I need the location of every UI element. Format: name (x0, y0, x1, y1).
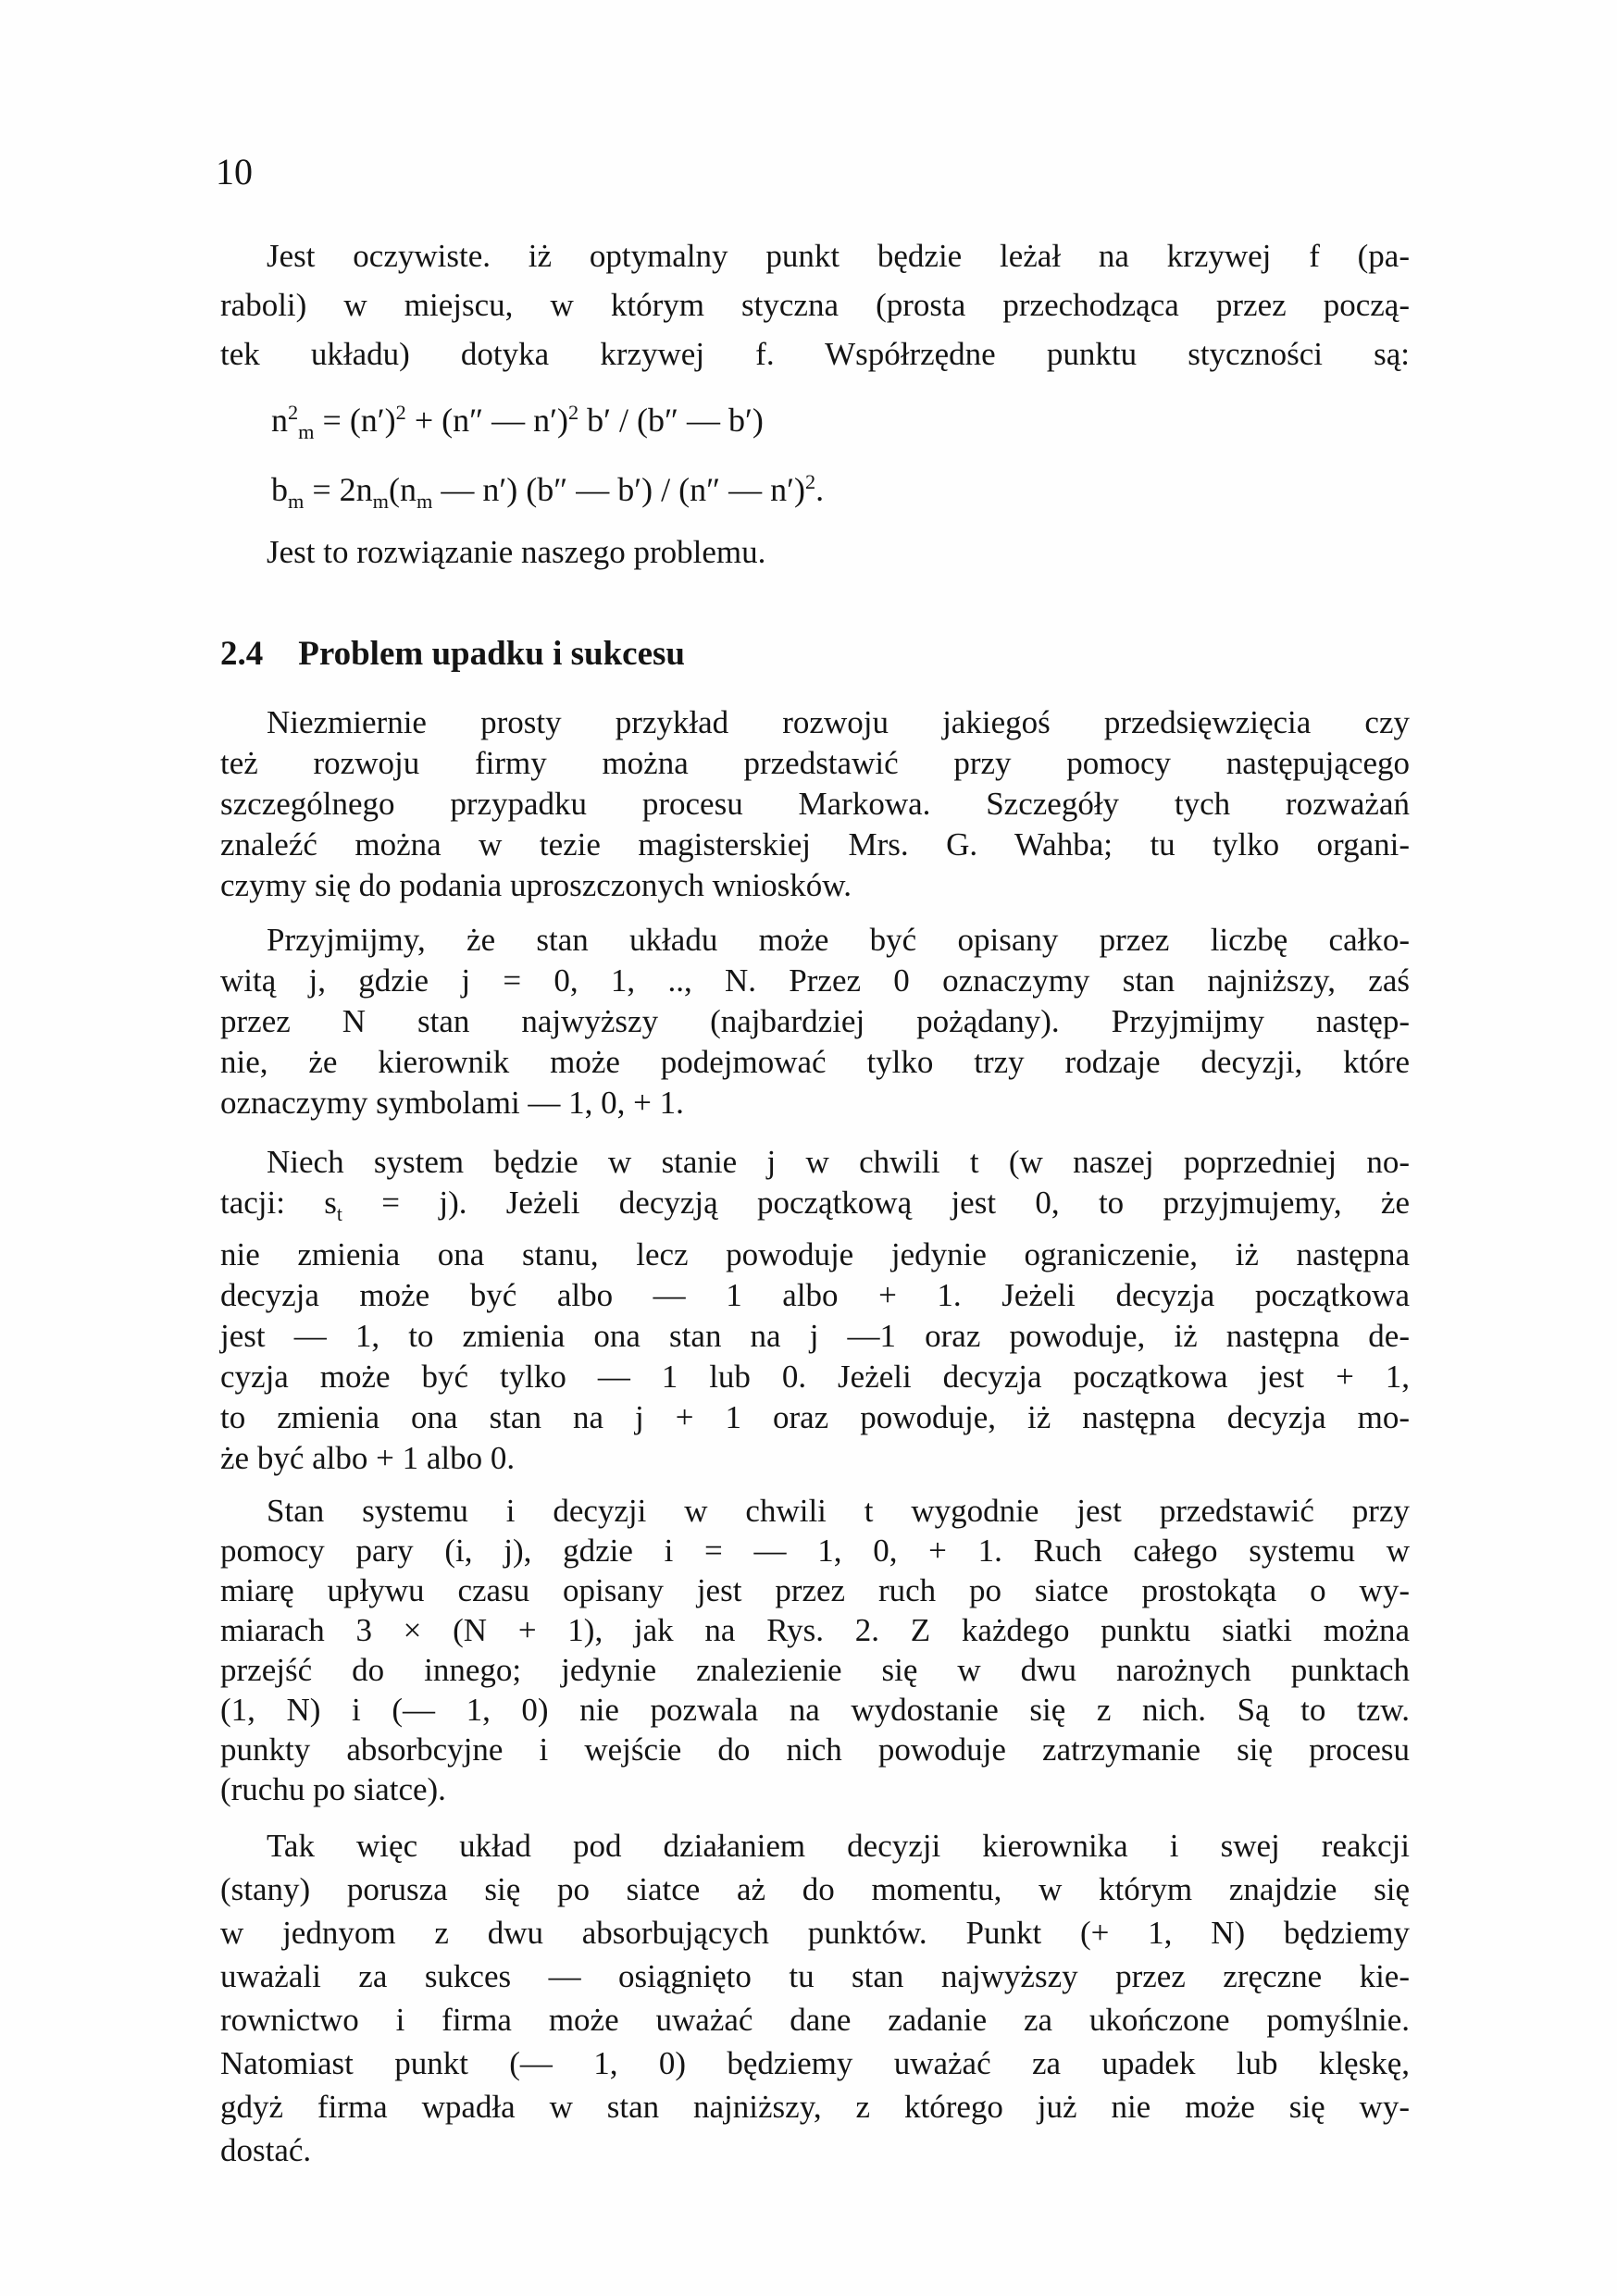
paragraph-solution-note (220, 528, 1410, 577)
text-line: Natomiast punkt (— 1, 0) będziemy uważać za upadek lub klęskę, (220, 2045, 1410, 2082)
text-line: Jest oczywiste. iż optymalny punkt będzie leżał na krzywej f (pa- (267, 238, 1410, 274)
formula-block (220, 388, 1410, 527)
text-line: przejść do innego; jedynie znalezienie się w dwu narożnych punktach (220, 1652, 1410, 1689)
text-line: Przyjmijmy, że stan układu może być opisany przez liczbę całko- (267, 922, 1410, 959)
paragraph-grid (220, 1491, 1410, 1809)
text-line: też rozwoju firmy można przedstawić przy pomocy następującego (220, 745, 1410, 782)
text-line: znaleźć można w tezie magisterskiej Mrs. G. Wahba; tu tylko organi- (220, 826, 1410, 863)
text-line: nie zmienia ona stanu, lecz powoduje jedynie ograniczenie, iż następna (220, 1236, 1410, 1273)
text-line: miarę upływu czasu opisany jest przez ruch po siatce prostokąta o wy- (220, 1572, 1410, 1609)
page-number: 10 (216, 151, 253, 192)
paragraph-markov-example (220, 702, 1410, 906)
text-line: uważali za sukces — osiągnięto tu stan najwyższy przez zręczne kie- (220, 1958, 1410, 1995)
text-column (220, 0, 1410, 2172)
text-line: raboli) w miejscu, w którym styczna (prosta przechodząca przez począ- (220, 287, 1410, 323)
text-line: (stany) porusza się po siatce aż do momentu, w którym znajdzie się (220, 1871, 1410, 1908)
text-line: nie, że kierownik może podejmować tylko trzy rodzaje decyzji, które (220, 1044, 1410, 1081)
text-line: (ruchu po siatce). (220, 1771, 446, 1808)
text-line: cyzja może być tylko — 1 lub 0. Jeżeli decyzja początkowa jest + 1, (220, 1359, 1410, 1396)
text-line: miarach 3 × (N + 1), jak na Rys. 2. Z każdego punktu siatki można (220, 1612, 1410, 1649)
text-line: tek układu) dotyka krzywej f. Współrzędne punktu styczności są: (220, 336, 1410, 372)
text-line: jest — 1, to zmienia ona stan na j —1 oraz powoduje, iż następna de- (220, 1318, 1410, 1355)
paragraph-intro (220, 231, 1410, 379)
text-line: Jest to rozwiązanie naszego problemu. (267, 534, 766, 571)
text-line: witą j, gdzie j = 0, 1, .., N. Przez 0 oznaczymy stan najniższy, zaś (220, 962, 1410, 999)
text-line: że być albo + 1 albo 0. (220, 1440, 516, 1477)
text-line: to zmienia ona stan na j + 1 oraz powoduje, iż następna decyzja mo- (220, 1399, 1410, 1436)
section-title: Problem upadku i sukcesu (298, 635, 685, 674)
paragraph-success-failure (220, 1824, 1410, 2172)
text-line: dostać. (220, 2132, 312, 2169)
text-line: pomocy pary (i, j), gdzie i = — 1, 0, + 1. Ruch całego systemu w (220, 1533, 1410, 1570)
text-line: w jednyom z dwu absorbujących punktów. Punkt (+ 1, N) będziemy (220, 1915, 1410, 1952)
text-line: przez N stan najwyższy (najbardziej pożądany). Przyjmijmy następ- (220, 1003, 1410, 1040)
paragraph-states (220, 920, 1410, 1123)
paragraph-decisions (220, 1142, 1410, 1479)
text-line: punkty absorbcyjne i wejście do nich powoduje zatrzymanie się procesu (220, 1731, 1410, 1769)
text-line: $n^2_m = (n')^2 + (n''$ — n′)$^2$ b′ / (b″ — b′) (271, 401, 764, 444)
text-line: Niech system będzie w stanie j w chwili t (w naszej poprzedniej no- (267, 1144, 1410, 1181)
text-line: Niezmiernie prosty przykład rozwoju jakiegoś przedsięwzięcia czy (267, 704, 1410, 741)
text-line: rownictwo i firma może uważać dane zadanie za ukończone pomyślnie. (220, 2002, 1410, 2039)
text-line: szczególnego przypadku procesu Markowa. Szczegóły tych rozważań (220, 786, 1410, 823)
text-line: Stan systemu i decyzji w chwili t wygodnie jest przedstawić przy (267, 1493, 1410, 1530)
section-number: 2.4 (220, 635, 264, 674)
text-line: Tak więc układ pod działaniem decyzji kierownika i swej reakcji (267, 1828, 1410, 1865)
text-line: tacji: $s_t = j$). Jeżeli decyzją początkową jest 0, to przyjmujemy, że (220, 1185, 1410, 1226)
text-line: oznaczymy symbolami — 1, 0, + 1. (220, 1085, 684, 1122)
text-line: gdyż firma wpadła w stan najniższy, z którego już nie może się wy- (220, 2089, 1410, 2126)
text-line: czymy się do podania uproszczonych wniosków. (220, 867, 852, 904)
section-heading (220, 634, 1410, 675)
text-line: decyzja może być albo — 1 albo + 1. Jeżeli decyzja początkowa (220, 1277, 1410, 1314)
text-line: (1, N) i (— 1, 0) nie pozwala na wydostanie się z nich. Są to tzw. (220, 1692, 1410, 1729)
text-line: $b_m = 2n_m(n_m$ — n′) (b″ — b′) / (n″ — n′)$^2$. (271, 470, 825, 514)
